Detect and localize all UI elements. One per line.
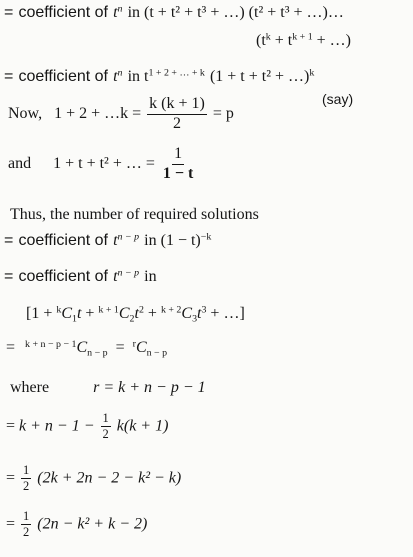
and-label: and — [8, 154, 32, 172]
line-7 — [4, 232, 211, 249]
math-expression: in (t + t² + t³ + …) (t² + t³ + …)… — [127, 4, 344, 21]
fraction — [21, 464, 31, 493]
coefficient-label: coefficient of — [18, 68, 108, 85]
line-4 — [8, 96, 234, 133]
combination-subscript: n − p — [146, 347, 168, 359]
math-expression: k(k + 1) — [116, 417, 169, 435]
line-9: [$1 + ^kC_1t + ^{k + 1}C_2t^2 + ^{k + 2}C_3t^3$ + …] — [26, 304, 245, 325]
exponent: n − p — [117, 231, 140, 243]
line-12 — [6, 412, 168, 441]
line-6: Thus, the number of required solutions — [10, 206, 259, 223]
numerator: k (k + 1) — [147, 96, 207, 115]
numerator: 1 — [101, 412, 111, 427]
equals-sign: = — [4, 268, 14, 285]
say-note: (say) — [322, 91, 354, 107]
math-term: $t^{n - p}$ — [113, 267, 140, 285]
combination-superscript: k + 2 — [160, 304, 182, 316]
math-expression: 1 + 2 + …k = — [54, 104, 142, 122]
equals-sign: = — [6, 339, 16, 356]
exponent: −k — [200, 231, 212, 243]
line-10: = $^{k + n - p - 1}C_{n - p} = ^rC_{n - p}$ — [6, 338, 168, 359]
numerator: 1 — [172, 146, 184, 165]
denominator: 2 — [102, 427, 109, 442]
coefficient-label: coefficient of — [18, 232, 108, 249]
math-expression: (2n − k² + k − 2) — [37, 515, 148, 533]
coefficient-label: coefficient of — [18, 4, 108, 21]
fraction — [147, 96, 207, 133]
combination-subscript: 3 — [192, 313, 198, 325]
exponent: n — [117, 3, 123, 15]
math-expression: (2k + 2n − 2 − k² − k) — [37, 469, 182, 487]
combination-superscript: k + n − p − 1 — [25, 338, 77, 350]
denominator: 2 — [173, 114, 181, 132]
fraction — [161, 146, 195, 183]
denominator: 1 − t — [162, 164, 194, 182]
fraction — [21, 510, 31, 539]
exponent: n − p — [117, 267, 140, 279]
math-expression: (1 + t + t² + …) — [209, 68, 310, 85]
combination-subscript: 1 — [71, 313, 77, 325]
combination-superscript: r — [132, 338, 136, 350]
math-expression: = p — [212, 104, 234, 122]
line-14 — [6, 510, 147, 539]
line-8 — [4, 268, 157, 285]
numerator: 1 — [21, 510, 31, 525]
equals-sign: = — [6, 417, 16, 435]
combination-superscript: k + 1 — [98, 304, 119, 316]
line-5 — [8, 146, 197, 183]
math-expression: in — [144, 268, 157, 285]
math-expression: k + n − 1 − — [19, 417, 95, 435]
math-expression: in (1 − t) — [144, 232, 201, 249]
fraction — [101, 412, 111, 441]
math-expression: 1 + t + t² + … = — [53, 154, 155, 172]
math-expression: + …) — [316, 32, 352, 49]
combination-subscript: n − p — [87, 347, 108, 359]
math-term: + t — [274, 32, 293, 49]
exponent-sum: 1 + 2 + … + k — [148, 67, 205, 79]
math-term: $t^{n - p}$ — [113, 231, 140, 249]
denominator: 2 — [23, 525, 30, 540]
equals-sign: = — [6, 515, 16, 533]
equals-sign: = — [115, 339, 125, 356]
equals-sign: = — [6, 469, 16, 487]
math-term: $t^n$ — [113, 67, 123, 85]
math-term: $t^n$ — [113, 3, 123, 21]
line-11 — [10, 380, 206, 396]
combination-subscript: 2 — [129, 313, 135, 325]
where-label: where — [10, 379, 50, 396]
equals-sign: = — [4, 68, 14, 85]
combination-c: C — [61, 305, 72, 322]
line-2 — [256, 33, 351, 49]
bracket-open: [1 + — [26, 305, 57, 322]
exponent: k + 1 — [292, 31, 313, 43]
denominator: 2 — [23, 479, 30, 494]
equals-sign: = — [4, 232, 14, 249]
combination-superscript: k — [56, 304, 62, 316]
now-label: Now, — [8, 104, 43, 122]
bracket-close: + …] — [210, 305, 245, 322]
math-term: in t — [127, 68, 149, 85]
equals-sign: = — [4, 4, 14, 21]
line-13 — [6, 464, 181, 493]
coefficient-label: coefficient of — [18, 268, 108, 285]
math-expression: r = k + n − p − 1 — [93, 379, 206, 396]
exponent: k — [265, 31, 271, 43]
line-1 — [4, 4, 344, 21]
combination-c: C — [76, 339, 88, 356]
math-term: (t — [256, 32, 266, 49]
line-3 — [4, 68, 314, 85]
exponent: k — [309, 67, 315, 79]
exponent: n — [117, 67, 123, 79]
numerator: 1 — [21, 464, 31, 479]
